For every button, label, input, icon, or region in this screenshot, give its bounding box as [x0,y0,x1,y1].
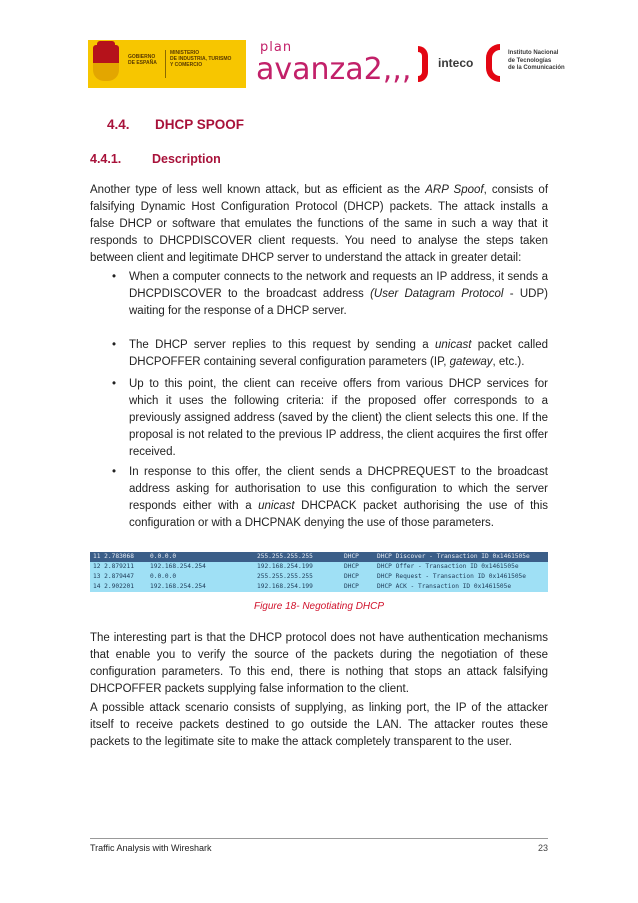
bullet-icon: • [112,339,117,351]
bullet-list [112,337,548,371]
page-header [88,40,565,92]
gov-right-text: MINISTERIO DE INDUSTRIA, TURISMO Y COMERCIO [170,50,232,68]
intro-paragraph: Another type of less well known attack, but as efficient as the ARP Spoof, consists of falsifying Dynamic Host Configuration Protocol (DHCP) packets. The attack installs a false DHCP or software that emulates the functions of the same in such a way that it responds to DHCPDISCOVER client requests. You need to analyse the steps taken between client and legitimate DHCP server to understand the attack in greater detail: [90,184,549,264]
gov-left-text: GOBIERNO DE ESPAÑA [128,54,157,66]
table-row: 13 2.879447 0.0.0.0 255.255.255.255 DHCP DHCP Request - Transaction ID 0x1461505e [90,572,548,582]
plan-avanza-logo: plan avanza2,,, [256,40,412,87]
bullet-icon: • [112,271,117,283]
paragraph: A possible attack scenario consists of supplying, as linking port, the IP of the attacker itself to receive packets destined to go outside the LAN. The attacker routes these packets to the legitimate site to make the attack completely transparent to the user. [90,702,548,748]
logo-divider [165,50,166,78]
page-number: 23 [537,843,548,853]
table-row: 14 2.902201 192.168.254.254 192.168.254.199 DHCP DHCP ACK - Transaction ID 0x1461505e [90,582,548,592]
bullet-icon: • [112,378,117,390]
bullet-list [112,269,548,320]
subsection-number: 4.4.1. [90,152,122,166]
institute-logo: Instituto Nacional de Tecnologías de la Comunicación [486,44,566,84]
coat-of-arms-icon [93,45,119,81]
table-row: 11 2.783068 0.0.0.0 255.255.255.255 DHCP DHCP Discover - Transaction ID 0x1461505e [90,552,548,562]
packet-capture-figure [90,552,548,592]
paragraph: The interesting part is that the DHCP protocol does not have authentication mechanisms that enable you to verify the source of the packets during the negotiation of these configuration parameters. To this end, there is nothing that stops an attack falsifying DHCPOFFER packets supplying false information to the client. [90,632,548,695]
bracket-icon [486,44,500,82]
list-item: • In response to this offer, the client sends a DHCPREQUEST to the broadcast address asking for authorisation to use this configuration to which the server responds either with a unicast DHCPACK packet authorising the use of this configuration or with a DHCPNAK denying the use of those parameters. [112,466,548,529]
table-row: 12 2.879211 192.168.254.254 192.168.254.199 DHCP DHCP Offer - Transaction ID 0x1461505e [90,562,548,572]
footer-divider [90,838,548,839]
bullet-icon: • [112,466,117,478]
bullet-list [112,464,548,532]
list-item: • The DHCP server replies to this request by sending a unicast packet called DHCPOFFER containing several configuration parameters (IP, gateway, etc.). [112,339,548,368]
bullet-list [112,376,548,461]
section-title: DHCP SPOOF [155,117,245,132]
list-item: • Up to this point, the client can receive offers from various DHCP services for which it uses the following criteria: if the proposed offer corresponds to a previously assigned address (saved by the client) the client selects this one. If the proposal is not related to the previous IP address, the client acquires the first offer received. [112,378,548,458]
government-logo [88,40,246,88]
list-item: • When a computer connects to the network and requests an IP address, it sends a DHCPDISCOVER to the broadcast address (User Datagram Protocol - UDP) waiting for the response of a DHCP server. [112,271,548,317]
bracket-icon [418,46,428,82]
inteco-logo: inteco [418,44,480,84]
figure-caption: Figure 18- Negotiating DHCP [253,601,385,612]
subsection-title: Description [152,152,221,166]
footer-title: Traffic Analysis with Wireshark [90,843,212,853]
section-number: 4.4. [107,117,130,132]
